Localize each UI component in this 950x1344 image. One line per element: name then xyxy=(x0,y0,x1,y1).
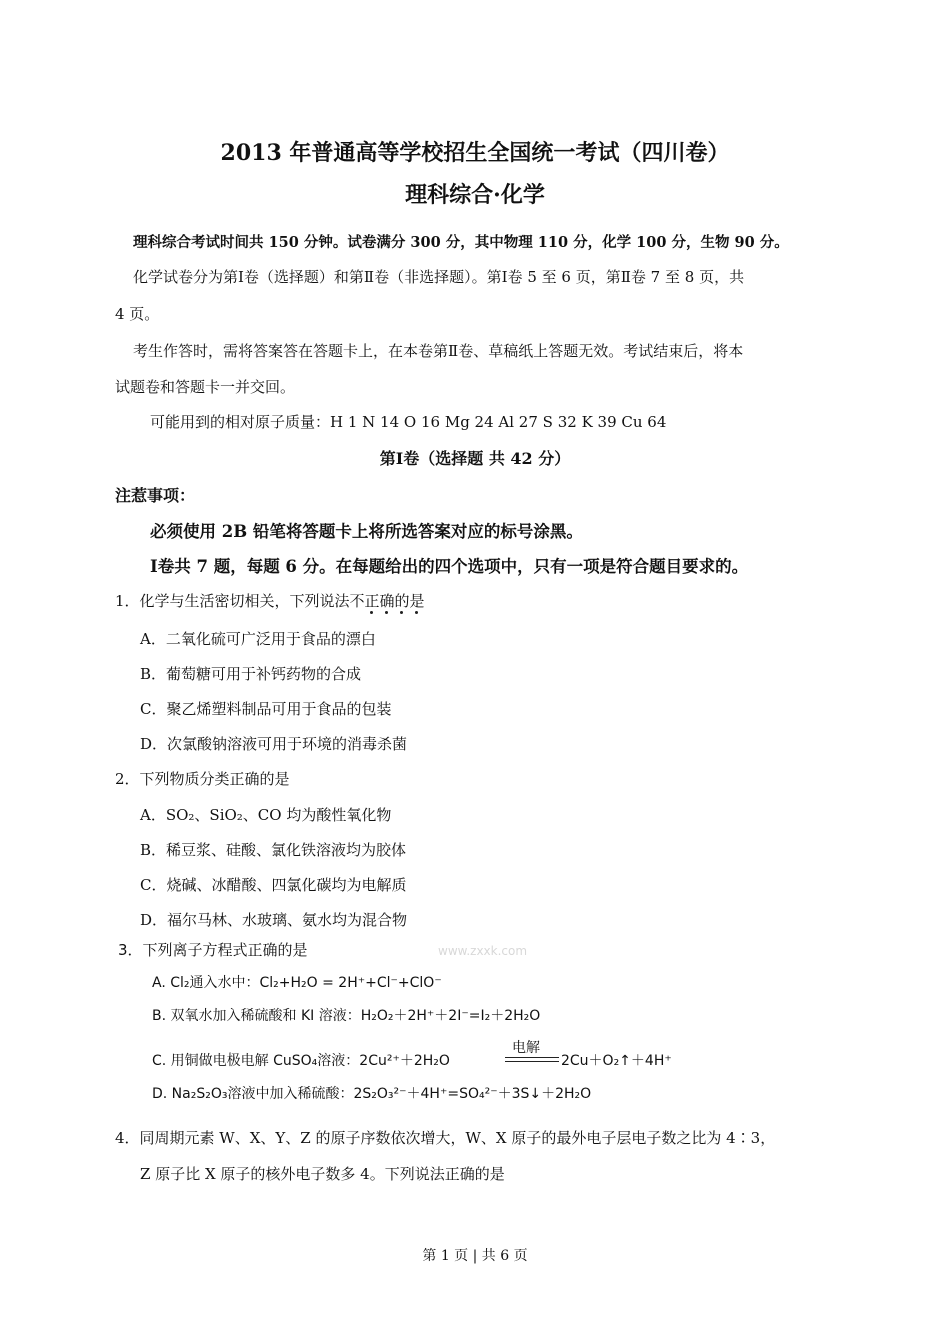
equation-bar-top xyxy=(505,1057,559,1058)
electrolysis-condition: 电解 xyxy=(512,1040,540,1056)
q3-option-c-right: 2Cu＋O₂↑＋4H⁺ xyxy=(561,1053,672,1069)
page-number: 第 1 页 | 共 6 页 xyxy=(422,1248,528,1264)
emphasis-dot xyxy=(400,611,403,614)
notice-questions: Ⅰ卷共 7 题，每题 6 分。在每题给出的四个选项中，只有一项是符合题目要求的。 xyxy=(150,557,749,576)
q3-option-b: B. 双氧水加入稀硫酸和 KI 溶液：H₂O₂＋2H⁺＋2I⁻=I₂＋2H₂O xyxy=(152,1008,541,1024)
q2-option-d: D．福尔马林、水玻璃、氨水均为混合物 xyxy=(140,911,408,929)
emphasis-dot xyxy=(385,611,388,614)
q1-option-d: D．次氯酸钠溶液可用于环境的消毒杀菌 xyxy=(140,735,408,753)
q3-stem: 3．下列离子方程式正确的是 xyxy=(118,941,308,959)
emphasis-dot xyxy=(370,611,373,614)
notice-label: 注惹事项： xyxy=(115,486,196,505)
q1-stem: 1．化学与生活密切相关，下列说法不正确的是 xyxy=(115,592,425,610)
intro-answer-line1: 考生作答时，需将答案答在答题卡上，在本卷第Ⅱ卷、草稿纸上答题无效。考试结束后，将本 xyxy=(133,342,744,360)
q4-stem-line1: 4．同周期元素 W、X、Y、Z 的原子序数依次增大，W、X 原子的最外电子层电子数之比为 4∶3， xyxy=(115,1129,776,1147)
q2-option-c: C．烧碱、冰醋酸、四氯化碳均为电解质 xyxy=(140,876,407,894)
equation-bar-bottom xyxy=(505,1061,559,1062)
intro-structure-line2: 4 页。 xyxy=(115,305,160,323)
watermark: www.zxxk.com xyxy=(438,944,528,958)
q2-option-b: B．稀豆浆、硅酸、氯化铁溶液均为胶体 xyxy=(140,841,407,859)
q3-option-d: D. Na₂S₂O₃溶液中加入稀硫酸：2S₂O₃²⁻＋4H⁺=SO₄²⁻＋3S↓＋2H₂O xyxy=(152,1086,592,1102)
exam-title: 2013 年普通高等学校招生全国统一考试（四川卷） xyxy=(220,140,730,166)
intro-time-score: 理科综合考试时间共 150 分钟。试卷满分 300 分，其中物理 110 分，化学 100 分，生物 90 分。 xyxy=(133,234,789,251)
emphasis-dot xyxy=(415,611,418,614)
q2-stem: 2．下列物质分类正确的是 xyxy=(115,770,290,788)
notice-pencil: 必须使用 2B 铅笔将答题卡上将所选答案对应的标号涂黑。 xyxy=(150,522,583,541)
intro-answer-line2: 试题卷和答题卡一并交回。 xyxy=(115,378,296,396)
section-title: 第Ⅰ卷（选择题 共 42 分） xyxy=(379,449,571,468)
atomic-masses: 可能用到的相对原子质量：H 1 N 14 O 16 Mg 24 Al 27 S 32 K 39 Cu 64 xyxy=(150,413,667,431)
q4-stem-line2: Z 原子比 X 原子的核外电子数多 4。下列说法正确的是 xyxy=(140,1165,505,1183)
q3-option-c-left: C. 用铜做电极电解 CuSO₄溶液：2Cu²⁺＋2H₂O xyxy=(152,1053,450,1069)
q1-option-b: B．葡萄糖可用于补钙药物的合成 xyxy=(140,665,362,683)
q3-option-a: A. Cl₂通入水中：Cl₂+H₂O = 2H⁺+Cl⁻+ClO⁻ xyxy=(152,975,442,991)
intro-structure-line1: 化学试卷分为第Ⅰ卷（选择题）和第Ⅱ卷（非选择题）。第Ⅰ卷 5 至 6 页，第Ⅱ卷 7 至 8 页，共 xyxy=(133,268,745,286)
q1-option-c: C．聚乙烯塑料制品可用于食品的包装 xyxy=(140,700,392,718)
exam-subtitle: 理科综合·化学 xyxy=(405,182,545,208)
q1-option-a: A．二氧化硫可广泛用于食品的漂白 xyxy=(140,630,376,648)
q2-option-a: A．SO₂、SiO₂、CO 均为酸性氧化物 xyxy=(140,806,392,824)
